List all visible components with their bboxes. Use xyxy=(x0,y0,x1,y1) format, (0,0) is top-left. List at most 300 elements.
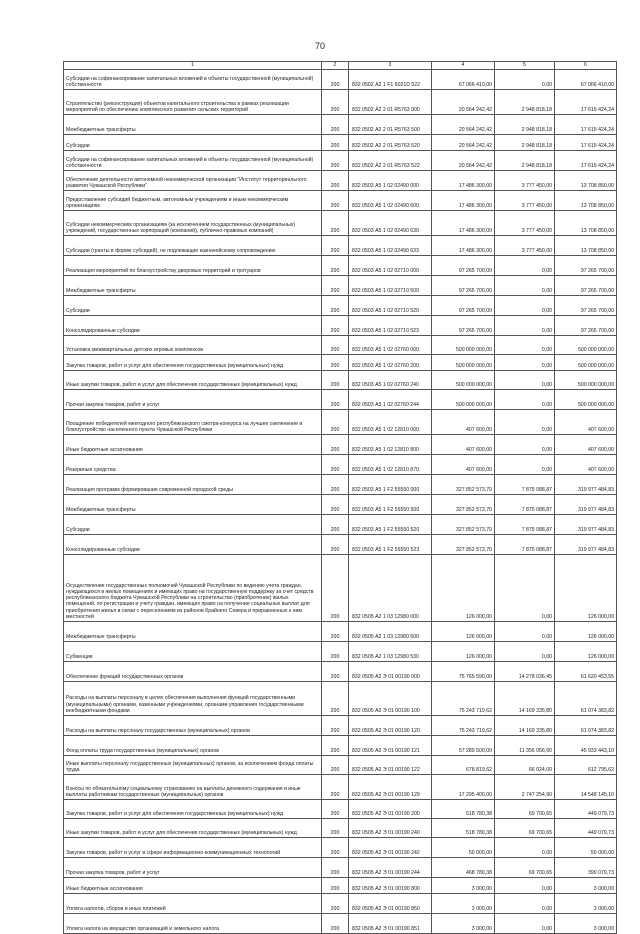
row-name-cell-text: Иные выплаты персоналу государственных (муниципальных) органов, за исключением фонда оплаты труда xyxy=(66,760,314,773)
row-value-col6-text: 61 074 383,82 xyxy=(580,727,614,734)
row-value-col5-text: 0,00 xyxy=(541,446,552,453)
row-value-col4-text: 50 000,00 xyxy=(468,849,492,856)
row-value-col6-text: 319 977 484,83 xyxy=(577,526,614,533)
row-value-col5-text: 14 169 335,80 xyxy=(518,727,552,734)
row-name-cell xyxy=(64,455,322,475)
row-value-col6-text: 97 265 700,00 xyxy=(580,307,614,314)
row-code-cell-text: 200 xyxy=(330,747,340,754)
row-name-cell xyxy=(64,716,322,736)
row-csr-cell xyxy=(349,90,432,115)
row-value-col6-text: 319 977 484,83 xyxy=(577,506,614,513)
column-header: 1 xyxy=(64,62,322,70)
row-name-cell xyxy=(64,642,322,662)
row-csr-cell-text: 832 0503 А5 1 02 02490 600 xyxy=(352,202,419,209)
row-code-cell-text: 200 xyxy=(330,829,340,836)
row-value-col4-text: 327 852 573,70 xyxy=(455,506,492,513)
row-value-col6-text: 97 265 700,00 xyxy=(580,287,614,294)
row-value-col5-text: 0,00 xyxy=(541,401,552,408)
row-code-cell xyxy=(322,535,349,555)
row-code-cell-text: 200 xyxy=(330,267,340,274)
row-value-col5 xyxy=(495,336,555,355)
row-value-col5-text: 2 747 254,90 xyxy=(521,791,552,798)
row-name-cell xyxy=(64,151,322,171)
row-csr-cell xyxy=(349,858,432,878)
row-csr-cell-text: 832 0503 А5 1 02 02760 240 xyxy=(352,381,419,388)
table-row xyxy=(64,135,617,151)
row-value-col5 xyxy=(495,236,555,256)
row-csr-cell-text: 832 0503 А5 1 02 02710 000 xyxy=(352,267,419,274)
row-value-col4-text: 500 000 000,00 xyxy=(455,362,492,369)
row-value-col5 xyxy=(495,455,555,475)
row-name-cell xyxy=(64,316,322,336)
row-code-cell xyxy=(322,171,349,191)
row-value-col5 xyxy=(495,135,555,151)
row-value-col6 xyxy=(555,838,617,858)
row-value-col4 xyxy=(432,736,495,756)
table-row xyxy=(64,90,617,115)
row-value-col4 xyxy=(432,495,495,515)
page-number: 70 xyxy=(314,41,325,51)
row-value-col5 xyxy=(495,736,555,756)
row-code-cell-text: 200 xyxy=(330,106,340,113)
row-code-cell-text: 200 xyxy=(330,401,340,408)
table-row xyxy=(64,151,617,171)
row-name-cell-text: Уплата налога на имущество организаций и земельного налога xyxy=(66,925,219,932)
row-code-cell-text: 200 xyxy=(330,766,340,773)
row-code-cell-text: 200 xyxy=(330,869,340,876)
row-code-cell-text: 200 xyxy=(330,466,340,473)
row-csr-cell xyxy=(349,555,432,622)
row-code-cell xyxy=(322,716,349,736)
row-value-col5-text: 2 948 818,18 xyxy=(521,162,552,169)
row-value-col4 xyxy=(432,475,495,495)
table-header-row xyxy=(64,62,617,70)
row-csr-cell-text: 832 0505 А2 Э 01 00190 240 xyxy=(352,829,420,836)
row-code-cell xyxy=(322,435,349,455)
row-code-cell xyxy=(322,914,349,934)
row-value-col5 xyxy=(495,495,555,515)
row-value-col6 xyxy=(555,371,617,390)
row-value-col6 xyxy=(555,410,617,435)
row-code-cell-text: 200 xyxy=(330,633,340,640)
table-row xyxy=(64,838,617,858)
row-csr-cell xyxy=(349,151,432,171)
table-row xyxy=(64,390,617,410)
row-name-cell xyxy=(64,236,322,256)
row-value-col4-text: 17 486 300,00 xyxy=(458,202,492,209)
row-code-cell xyxy=(322,355,349,371)
row-value-col5 xyxy=(495,296,555,316)
row-csr-cell-text: 832 0503 А5 1 02 02490 633 xyxy=(352,247,419,254)
row-name-cell xyxy=(64,858,322,878)
row-csr-cell xyxy=(349,914,432,934)
row-value-col4-text: 75 765 590,00 xyxy=(458,673,492,680)
row-value-col5-text: 69 700,65 xyxy=(528,869,552,876)
budget-table xyxy=(63,61,617,934)
row-value-col4-text: 500 000 000,00 xyxy=(455,346,492,353)
row-name-cell xyxy=(64,495,322,515)
row-value-col5 xyxy=(495,256,555,276)
row-code-cell xyxy=(322,191,349,211)
row-code-cell xyxy=(322,211,349,236)
row-value-col6-text: 61 620 453,55 xyxy=(580,673,614,680)
column-header: 6 xyxy=(555,62,617,70)
row-code-cell xyxy=(322,475,349,495)
table-row xyxy=(64,682,617,716)
row-name-cell-text: Реализация программ формирования современной городской среды xyxy=(66,486,233,493)
row-code-cell-text: 200 xyxy=(330,486,340,493)
row-name-cell-text: Субсидии некоммерческим организациям (за исключением государственных (муниципальных) учреждений, государственных корпораций (компаний), публично-правовых компаний) xyxy=(66,221,296,234)
row-csr-cell xyxy=(349,535,432,555)
row-value-col6 xyxy=(555,276,617,296)
row-value-col5-text: 69 700,65 xyxy=(528,810,552,817)
row-name-cell xyxy=(64,515,322,535)
row-csr-cell xyxy=(349,115,432,135)
row-csr-cell xyxy=(349,135,432,151)
row-value-col5-text: 3 777 450,00 xyxy=(521,182,552,189)
row-value-col4 xyxy=(432,316,495,336)
row-value-col5-text: 3 777 450,00 xyxy=(521,227,552,234)
row-value-col5 xyxy=(495,662,555,682)
row-value-col5 xyxy=(495,355,555,371)
row-name-cell xyxy=(64,736,322,756)
row-value-col4-text: 17 486 300,00 xyxy=(458,247,492,254)
row-csr-cell-text: 832 0503 А5 1 02 12810 870 xyxy=(352,466,419,473)
row-value-col6 xyxy=(555,555,617,622)
row-value-col6-text: 97 265 700,00 xyxy=(580,327,614,334)
row-name-cell-text: Обеспечение деятельности автономной некоммерческой организации "Институт территориального развития Чувашской Республики" xyxy=(66,176,307,189)
row-value-col6-text: 319 977 484,83 xyxy=(577,546,614,553)
row-name-cell xyxy=(64,296,322,316)
row-name-cell xyxy=(64,819,322,838)
row-code-cell xyxy=(322,858,349,878)
row-value-col6 xyxy=(555,435,617,455)
table-row xyxy=(64,756,617,775)
row-name-cell-text: Закупка товаров, работ и услуг для обеспечения государственных (муниципальных) нужд xyxy=(66,810,283,817)
row-name-cell-text: Резервные средства xyxy=(66,466,116,473)
row-code-cell-text: 200 xyxy=(330,182,340,189)
row-value-col4-text: 75 243 719,62 xyxy=(458,707,492,714)
row-name-cell-text: Межбюджетные трансферты xyxy=(66,506,136,513)
row-value-col4 xyxy=(432,716,495,736)
table-row xyxy=(64,622,617,642)
row-name-cell-text: Иные бюджетные ассигнования xyxy=(66,446,143,453)
row-value-col6 xyxy=(555,914,617,934)
row-name-cell-text: Строительство (реконструкция) объектов капитального строительства в рамках реализации мероприятий по обеспечению комплексного развития сельских территорий xyxy=(66,100,289,113)
row-code-cell-text: 200 xyxy=(330,126,340,133)
row-csr-cell xyxy=(349,390,432,410)
row-csr-cell xyxy=(349,435,432,455)
row-value-col4 xyxy=(432,535,495,555)
row-code-cell-text: 200 xyxy=(330,673,340,680)
table-row xyxy=(64,775,617,800)
row-name-cell-text: Обеспечение функций государственных органов xyxy=(66,673,184,680)
row-name-cell-text: Прочая закупка товаров, работ и услуг xyxy=(66,401,160,408)
row-value-col6-text: 14 548 145,10 xyxy=(580,791,614,798)
row-value-col6 xyxy=(555,535,617,555)
row-value-col6-text: 126 000,00 xyxy=(588,653,614,660)
table-row xyxy=(64,736,617,756)
table-row xyxy=(64,355,617,371)
row-value-col6 xyxy=(555,70,617,90)
row-value-col4 xyxy=(432,878,495,894)
row-code-cell xyxy=(322,775,349,800)
row-value-col6-text: 449 079,73 xyxy=(588,829,614,836)
row-csr-cell-text: 832 0503 А5 1 02 02760 000 xyxy=(352,346,419,353)
row-name-cell-text: Субсидии на софинансирование капитальных вложений в объекты государственной (муниципальной) собственности xyxy=(66,75,314,88)
row-csr-cell xyxy=(349,894,432,914)
row-value-col4-text: 407 600,00 xyxy=(466,466,492,473)
row-value-col4 xyxy=(432,838,495,858)
row-value-col5-text: 66 024,00 xyxy=(528,766,552,773)
row-value-col4 xyxy=(432,555,495,622)
row-csr-cell xyxy=(349,800,432,819)
row-name-cell-text: Межбюджетные трансферты xyxy=(66,633,136,640)
row-value-col6-text: 449 079,73 xyxy=(588,810,614,817)
table-row xyxy=(64,716,617,736)
row-value-col4-text: 57 289 500,00 xyxy=(458,747,492,754)
row-value-col4-text: 3 000,00 xyxy=(471,905,492,912)
row-value-col5 xyxy=(495,316,555,336)
row-value-col6-text: 13 708 850,00 xyxy=(580,202,614,209)
row-value-col4 xyxy=(432,800,495,819)
row-value-col5-text: 0,00 xyxy=(541,466,552,473)
row-csr-cell-text: 832 0503 А5 1 F2 55550 000 xyxy=(352,486,420,493)
row-name-cell-text: Субсидии на софинансирование капитальных вложений в объекты государственной (муниципальной) собственности xyxy=(66,156,314,169)
row-value-col5-text: 3 777 450,00 xyxy=(521,202,552,209)
row-csr-cell-text: 832 0505 А2 Э 01 00190 100 xyxy=(352,707,420,714)
row-csr-cell-text: 832 0505 А2 Э 01 00190 200 xyxy=(352,810,420,817)
row-value-col5 xyxy=(495,70,555,90)
table-row xyxy=(64,256,617,276)
row-value-col4-text: 500 000 000,00 xyxy=(455,381,492,388)
row-csr-cell-text: 832 0505 А2 1 03 12980 530 xyxy=(352,653,419,660)
row-value-col4-text: 126 000,00 xyxy=(466,633,492,640)
row-value-col4-text: 97 265 700,00 xyxy=(458,287,492,294)
row-name-cell xyxy=(64,410,322,435)
row-value-col4 xyxy=(432,435,495,455)
row-value-col6-text: 407 600,00 xyxy=(588,426,614,433)
row-value-col6 xyxy=(555,858,617,878)
row-csr-cell-text: 832 0502 А2 2 01 R5763 500 xyxy=(352,126,420,133)
row-value-col4 xyxy=(432,70,495,90)
table-row xyxy=(64,276,617,296)
row-code-cell-text: 200 xyxy=(330,446,340,453)
row-csr-cell xyxy=(349,475,432,495)
row-code-cell xyxy=(322,555,349,622)
row-value-col5 xyxy=(495,171,555,191)
row-value-col4-text: 327 852 573,70 xyxy=(455,526,492,533)
row-value-col5-text: 0,00 xyxy=(541,307,552,314)
row-value-col5 xyxy=(495,914,555,934)
row-code-cell xyxy=(322,455,349,475)
row-value-col5 xyxy=(495,371,555,390)
row-value-col4 xyxy=(432,775,495,800)
row-value-col6 xyxy=(555,756,617,775)
row-value-col5 xyxy=(495,622,555,642)
row-value-col5 xyxy=(495,756,555,775)
row-name-cell xyxy=(64,535,322,555)
row-name-cell xyxy=(64,115,322,135)
row-csr-cell-text: 832 0503 А5 1 02 02760 200 xyxy=(352,362,419,369)
row-value-col5-text: 0,00 xyxy=(541,81,552,88)
row-value-col4 xyxy=(432,662,495,682)
row-value-col6 xyxy=(555,878,617,894)
row-value-col4 xyxy=(432,894,495,914)
row-value-col4 xyxy=(432,276,495,296)
row-value-col5 xyxy=(495,642,555,662)
row-csr-cell xyxy=(349,756,432,775)
row-value-col5 xyxy=(495,716,555,736)
row-value-col4-text: 327 852 573,70 xyxy=(455,546,492,553)
row-value-col6 xyxy=(555,115,617,135)
row-value-col6 xyxy=(555,642,617,662)
row-value-col6-text: 3 000,00 xyxy=(593,885,614,892)
row-value-col6-text: 17 615 424,24 xyxy=(580,162,614,169)
row-csr-cell xyxy=(349,410,432,435)
row-name-cell xyxy=(64,211,322,236)
row-value-col5 xyxy=(495,682,555,716)
row-value-col6-text: 399 079,73 xyxy=(588,869,614,876)
table-row xyxy=(64,236,617,256)
row-name-cell-text: Межбюджетные трансферты xyxy=(66,287,136,294)
row-value-col5 xyxy=(495,800,555,819)
row-name-cell xyxy=(64,355,322,371)
row-value-col5 xyxy=(495,894,555,914)
row-name-cell-text: Установка межквартальных детских игровых комплексов xyxy=(66,346,204,353)
row-csr-cell-text: 832 0503 А5 1 02 02490 000 xyxy=(352,182,419,189)
row-value-col6 xyxy=(555,716,617,736)
row-value-col5 xyxy=(495,191,555,211)
row-name-cell xyxy=(64,894,322,914)
row-value-col6 xyxy=(555,296,617,316)
row-value-col4 xyxy=(432,151,495,171)
row-value-col4-text: 20 564 242,42 xyxy=(458,162,492,169)
row-name-cell xyxy=(64,682,322,716)
table-row xyxy=(64,455,617,475)
row-value-col6-text: 319 977 484,83 xyxy=(577,486,614,493)
row-value-col6 xyxy=(555,894,617,914)
table-row xyxy=(64,316,617,336)
row-name-cell xyxy=(64,336,322,355)
row-value-col5 xyxy=(495,535,555,555)
row-name-cell xyxy=(64,914,322,934)
row-code-cell-text: 200 xyxy=(330,506,340,513)
row-csr-cell xyxy=(349,256,432,276)
row-value-col4 xyxy=(432,371,495,390)
row-code-cell-text: 200 xyxy=(330,791,340,798)
row-value-col4-text: 97 265 700,00 xyxy=(458,267,492,274)
row-value-col4-text: 518 780,38 xyxy=(466,829,492,836)
row-csr-cell xyxy=(349,662,432,682)
row-csr-cell xyxy=(349,682,432,716)
row-csr-cell-text: 832 0503 А5 1 02 02710 500 xyxy=(352,287,419,294)
row-value-col5-text: 0,00 xyxy=(541,613,552,620)
row-code-cell-text: 200 xyxy=(330,727,340,734)
row-value-col6-text: 17 615 424,24 xyxy=(580,126,614,133)
row-code-cell-text: 200 xyxy=(330,327,340,334)
row-csr-cell xyxy=(349,622,432,642)
row-name-cell xyxy=(64,662,322,682)
row-value-col6-text: 13 708 850,00 xyxy=(580,227,614,234)
row-csr-cell xyxy=(349,515,432,535)
row-csr-cell-text: 832 0505 А2 Э 01 00190 000 xyxy=(352,673,420,680)
row-value-col4-text: 407 600,00 xyxy=(466,426,492,433)
row-code-cell-text: 200 xyxy=(330,381,340,388)
row-code-cell-text: 200 xyxy=(330,905,340,912)
row-name-cell-text: Расходы на выплаты персоналу государственных (муниципальных) органов xyxy=(66,727,250,734)
row-value-col4-text: 407 600,00 xyxy=(466,446,492,453)
row-value-col4 xyxy=(432,256,495,276)
row-csr-cell xyxy=(349,819,432,838)
row-value-col5 xyxy=(495,878,555,894)
row-code-cell xyxy=(322,151,349,171)
row-value-col5-text: 0,00 xyxy=(541,925,552,932)
row-csr-cell xyxy=(349,716,432,736)
row-code-cell xyxy=(322,800,349,819)
row-value-col6-text: 50 000,00 xyxy=(590,849,614,856)
row-value-col6-text: 500 000 000,00 xyxy=(577,381,614,388)
row-value-col4 xyxy=(432,914,495,934)
row-value-col5-text: 0,00 xyxy=(541,905,552,912)
row-code-cell xyxy=(322,894,349,914)
row-code-cell xyxy=(322,878,349,894)
row-name-cell-text: Уплата налогов, сборов и иных платежей xyxy=(66,905,166,912)
row-value-col5-text: 0,00 xyxy=(541,267,552,274)
column-header: 5 xyxy=(495,62,555,70)
row-value-col6 xyxy=(555,316,617,336)
row-code-cell xyxy=(322,642,349,662)
row-value-col5 xyxy=(495,475,555,495)
row-code-cell xyxy=(322,390,349,410)
row-value-col4 xyxy=(432,191,495,211)
row-csr-cell-text: 832 0505 А2 Э 01 00190 242 xyxy=(352,849,420,856)
row-value-col6-text: 61 074 383,82 xyxy=(580,707,614,714)
row-value-col6 xyxy=(555,211,617,236)
row-value-col5-text: 0,00 xyxy=(541,633,552,640)
row-name-cell-text: Субсидии xyxy=(66,307,90,314)
row-value-col5-text: 2 948 818,18 xyxy=(521,142,552,149)
row-csr-cell xyxy=(349,276,432,296)
table-row xyxy=(64,191,617,211)
row-code-cell-text: 200 xyxy=(330,885,340,892)
row-value-col6-text: 126 000,00 xyxy=(588,633,614,640)
row-name-cell-text: Предоставление субсидий бюджетным, автономным учреждениям и иным некоммерческим организациям xyxy=(66,196,289,209)
row-value-col6-text: 13 708 850,00 xyxy=(580,247,614,254)
row-name-cell-text: Взносы по обязательному социальному страхованию на выплаты денежного содержания и иные выплаты работникам государственных (муниципальных) органов xyxy=(66,785,301,798)
row-code-cell xyxy=(322,736,349,756)
row-code-cell xyxy=(322,662,349,682)
row-name-cell-text: Межбюджетные трансферты xyxy=(66,126,136,133)
row-value-col6-text: 500 000 000,00 xyxy=(577,362,614,369)
row-value-col5-text: 0,00 xyxy=(541,346,552,353)
row-value-col6 xyxy=(555,475,617,495)
row-value-col6 xyxy=(555,256,617,276)
row-csr-cell-text: 832 0503 А5 1 F2 55550 520 xyxy=(352,526,420,533)
row-value-col5-text: 14 278 036,45 xyxy=(518,673,552,680)
row-csr-cell-text: 832 0502 А2 2 01 R5763 520 xyxy=(352,142,420,149)
row-name-cell xyxy=(64,70,322,90)
row-value-col5 xyxy=(495,838,555,858)
row-value-col4 xyxy=(432,622,495,642)
row-csr-cell xyxy=(349,236,432,256)
column-header: 3 xyxy=(349,62,432,70)
table-row xyxy=(64,515,617,535)
row-value-col6-text: 97 265 700,00 xyxy=(580,267,614,274)
row-code-cell xyxy=(322,115,349,135)
row-value-col4-text: 67 066 410,00 xyxy=(458,81,492,88)
row-value-col4-text: 97 265 700,00 xyxy=(458,307,492,314)
